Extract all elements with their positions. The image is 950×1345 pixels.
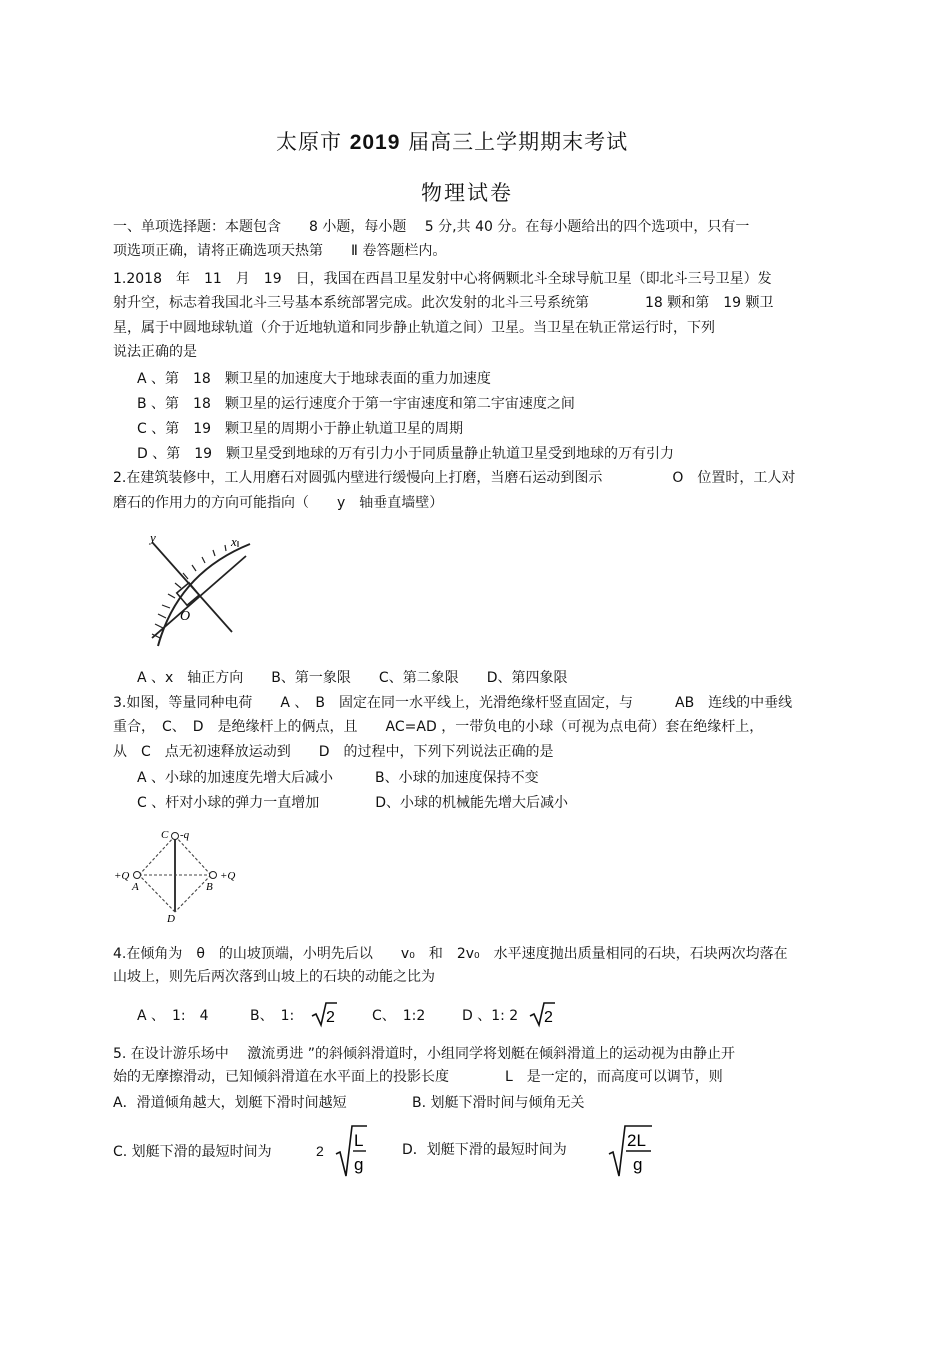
q5-option-a: A．滑道倾角越大，划艇下滑时间越短 [113, 1095, 347, 1111]
page-title [276, 126, 628, 156]
q5-d-numerator: 2L [627, 1131, 646, 1150]
q3-figure [112, 826, 242, 924]
q1-line-1: 1.2018 年 11 月 19 日，我国在西昌卫星发射中心将俩颗北斗全球导航卫星（即北斗三号卫星）发 [113, 271, 772, 287]
q2-options: A 、x 轴正方向 B、第一象限 C、第二象限 D、第四象限 [137, 670, 568, 686]
intro-line-1: 一、单项选择题：本题包含 8 小题，每小题 5 分,共 40 分。在每小题给出的四个选项中，只有一 [113, 219, 750, 235]
q4-option-d: D 、1: 2 [462, 1008, 519, 1024]
q5-c-sqrt-sign [334, 1124, 368, 1178]
q2-line-1: 2.在建筑装修中，工人用磨石对圆弧内壁进行缓慢向上打磨，当磨石运动到图示 O 位置时，工人对 [113, 470, 796, 486]
title-exam: 届高三上学期期末考试 [408, 130, 629, 154]
q1-line-2: 射升空，标志着我国北斗三号基本系统部署完成。此次发射的北斗三号系统第 18 颗和第 19 颗卫 [113, 295, 774, 311]
minus-q-label: -q [180, 829, 190, 841]
q1-option-a: A 、第 18 颗卫星的加速度大于地球表面的重力加速度 [137, 371, 491, 387]
q4-b-radicand: 2 [326, 1009, 335, 1026]
q4-option-b-text: B、 1: [250, 1008, 295, 1024]
q3-options-ab: A 、小球的加速度先增大后减小 B、小球的加速度保持不变 [137, 770, 539, 786]
q5-c-coefficient: 2 [316, 1143, 324, 1159]
intro-line-2: 项选项正确，请将正确选项天热第 Ⅱ 卷答题栏内。 [113, 243, 447, 259]
q3-line-3: 从 C 点无初速释放运动到 D 的过程中，下列下列说法正确的是 [113, 744, 554, 760]
point-c-label: C [161, 829, 169, 841]
q1-line-4: 说法正确的是 [113, 344, 197, 360]
q5-option-c: C. 划艇下滑的最短时间为 [113, 1144, 272, 1160]
point-d-label: D [167, 913, 175, 924]
plus-q-right-label: +Q [220, 870, 236, 882]
q1-option-d: D 、第 19 颗卫星受到地球的万有引力小于同质量静止轨道卫星受到地球的万有引力 [137, 446, 675, 462]
origin-label: O [180, 609, 191, 624]
charge-b [210, 872, 217, 879]
q5-c-numerator: L [354, 1131, 364, 1150]
q5-line-2: 始的无摩擦滑动，已知倾斜滑道在水平面上的投影长度 L 是一定的，而高度可以调节，则 [113, 1069, 723, 1085]
x-axis-label: x [231, 534, 237, 549]
ball-c [172, 833, 179, 840]
q5-option-b: B. 划艇下滑时间与倾角无关 [412, 1095, 585, 1111]
q5-option-d: D．划艇下滑的最短时间为 [402, 1142, 567, 1158]
arc-wall [158, 544, 250, 646]
q1-option-b: B 、第 18 颗卫星的运行速度介于第一宇宙速度和第二宇宙速度之间 [137, 396, 575, 412]
q4-line-2: 山坡上，则先后两次落到山坡上的石块的动能之比为 [113, 969, 435, 985]
title-year: 2019 [349, 131, 401, 154]
q3-options-cd: C 、杆对小球的弹力一直增加 D、小球的机械能先增大后减小 [137, 795, 569, 811]
q5-line-1: 5. 在设计游乐场中 激流勇进 ”的斜倾斜滑道时，小组同学将划艇在倾斜滑道上的运动视为由静止开 [113, 1046, 735, 1062]
point-a-label: A [132, 881, 139, 893]
y-axis-label: y [150, 530, 156, 545]
q5-d-denominator: g [633, 1155, 643, 1174]
charge-a [134, 872, 141, 879]
q5-d-sqrt-sign [607, 1124, 653, 1178]
plus-q-left-label: +Q [114, 870, 130, 882]
q4-b-sqrt-sign [310, 1000, 338, 1028]
title-city: 太原市 [276, 130, 342, 154]
q2-line-2: 磨石的作用力的方向可能指向（ y 轴垂直墙壁） [113, 495, 444, 511]
q4-d-radicand: 2 [544, 1009, 553, 1026]
q4-d-sqrt-sign [528, 1000, 556, 1028]
q1-line-3: 星，属于中圆地球轨道（介于近地轨道和同步静止轨道之间）卫星。当卫星在轨正常运行时，下列 [113, 320, 715, 336]
y-axis-line [152, 556, 246, 638]
q2-figure [138, 528, 258, 650]
q4-option-b [250, 1007, 294, 1025]
q5-c-denominator: g [354, 1155, 364, 1174]
q4-option-a: A 、 1: 4 [137, 1008, 209, 1024]
q3-line-2: 重合， C、 D 是绝缘杆上的俩点，且 AC=AD ，一带负电的小球（可视为点电荷）套在绝缘杆上， [113, 719, 764, 735]
q1-option-c: C 、第 19 颗卫星的周期小于静止轨道卫星的周期 [137, 421, 464, 437]
q3-line-1: 3.如图，等量同种电荷 A 、 B 固定在同一水平线上，光滑绝缘杆竖直固定，与 AB 连线的中垂线 [113, 695, 793, 711]
point-b-label: B [206, 881, 213, 893]
page-subtitle: 物理试卷 [421, 181, 513, 205]
q4-option-c: C、 1:2 [372, 1008, 426, 1024]
q4-line-1: 4.在倾角为 θ 的山坡顶端，小明先后以 v₀ 和 2v₀ 水平速度抛出质量相同的石块，石块两次均落在 [113, 946, 788, 962]
